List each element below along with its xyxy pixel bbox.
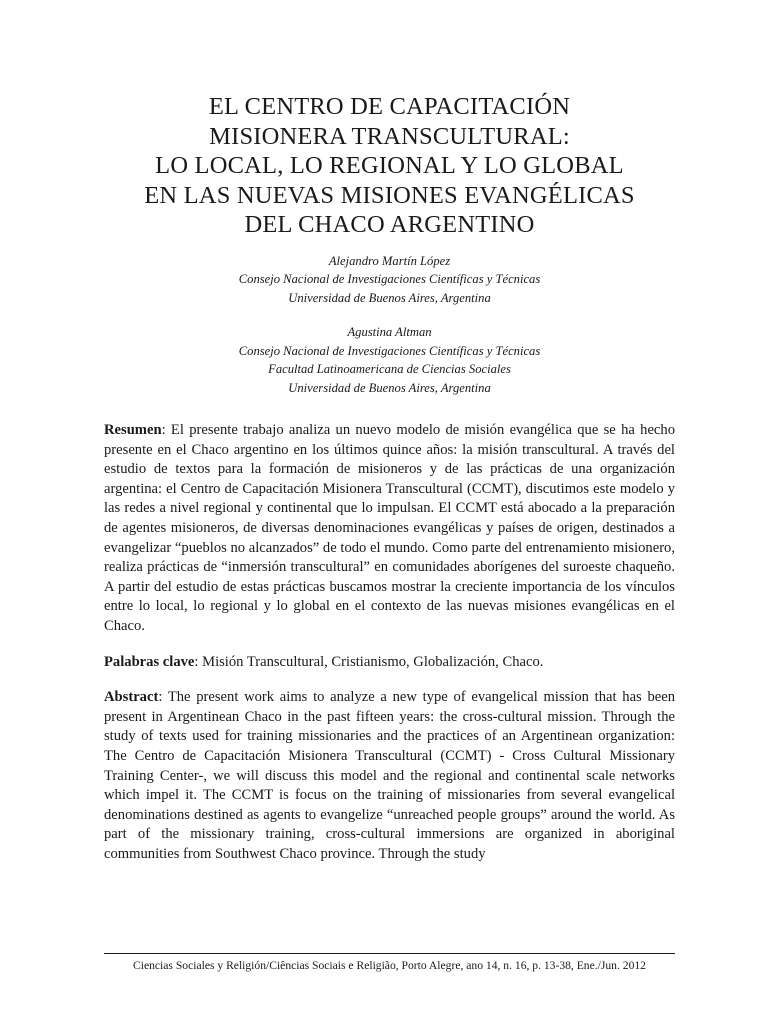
author-affiliation: Facultad Latinoamericana de Ciencias Sociales	[268, 362, 511, 376]
resumen-paragraph	[104, 421, 675, 637]
author-affiliation: Universidad de Buenos Aires, Argentina	[288, 290, 491, 305]
title-line: EN LAS NUEVAS MISIONES EVANGÉLICAS	[144, 181, 635, 209]
resumen-label: Resumen	[104, 422, 162, 438]
article-first-page	[104, 92, 675, 880]
title-line: LO LOCAL, LO REGIONAL Y LO GLOBAL	[155, 152, 624, 179]
author-affiliation: Universidad de Buenos Aires, Argentina	[288, 380, 491, 395]
title-line: MISIONERA TRANSCULTURAL:	[209, 122, 570, 150]
footer-divider	[104, 953, 675, 954]
author-name: Alejandro Martín López	[328, 253, 451, 268]
author-affiliation: Consejo Nacional de Investigaciones Científicas y Técnicas	[238, 272, 541, 286]
author-affiliation: Consejo Nacional de Investigaciones Científicas y Técnicas	[238, 343, 541, 358]
abstract-paragraph	[104, 688, 675, 864]
title-line: EL CENTRO DE CAPACITACIÓN	[208, 93, 571, 120]
resumen-text: : El presente trabajo analiza un nuevo modelo de misión evangélica que se ha hecho presente en el Chaco argentino en los últimos quince años: la misión transcultural. A través del estudio de textos para la formación de misioneros y de las prácticas de una organización argentina: el Centro de Capacitación Misionera Transcultural (CCMT), discutimos este modelo y las redes a nivel regional y continental que lo impulsan. El CCMT está abocado a la preparación de agentes misioneros, de diversas denominaciones evangélicas y países de origen, destinados a evangelizar “pueblos no alcanzados” de todo el mundo. Como parte del entrenamiento misionero, realiza prácticas de “inmersión transcultural” en comunidades aborígenes del suroeste chaqueño. A partir del estudio de estas prácticas buscamos mostrar la creciente importancia de los vínculos entre lo local, lo regional y lo global en el contexto de las nuevas misiones evangélicas en el Chaco.	[104, 422, 675, 634]
author-list	[104, 252, 675, 398]
abstract-text: : The present work aims to analyze a new type of evangelical mission that has been present in Argentinean Chaco in the past fifteen years: the cross-cultural mission. Through the study of texts used for training missionaries and the practices of an Argentinean organization: The Centro de Capacitación Misionera Transcultural (CCMT) - Cross Cultural Missionary Training Center-, we will discuss this model and the regional and continental scale networks which impel it. The CCMT is focus on the training of missionaries from several evangelical denominations destined as agents to evangelize “unreached people groups” around the world. As part of the missionary training, cross-cultural immersions are organized in aboriginal communities from Southwest Chaco province. Through the study	[104, 689, 675, 862]
abstract-label: Abstract	[104, 689, 159, 706]
author-block	[104, 252, 675, 308]
keywords-label: Palabras clave	[104, 653, 195, 670]
author-name: Agustina Altman	[347, 325, 432, 339]
article-title	[104, 92, 675, 240]
keywords-paragraph	[104, 653, 675, 673]
abstract-section	[104, 421, 675, 864]
journal-footer: Ciencias Sociales y Religión/Ciências Sociais e Religião, Porto Alegre, ano 14, n. 16, p. 13-38, Ene./Jun. 2012	[133, 959, 646, 972]
author-block	[104, 323, 675, 397]
title-line: DEL CHACO ARGENTINO	[244, 211, 535, 238]
keywords-text: : Misión Transcultural, Cristianismo, Globalización, Chaco.	[194, 653, 544, 670]
